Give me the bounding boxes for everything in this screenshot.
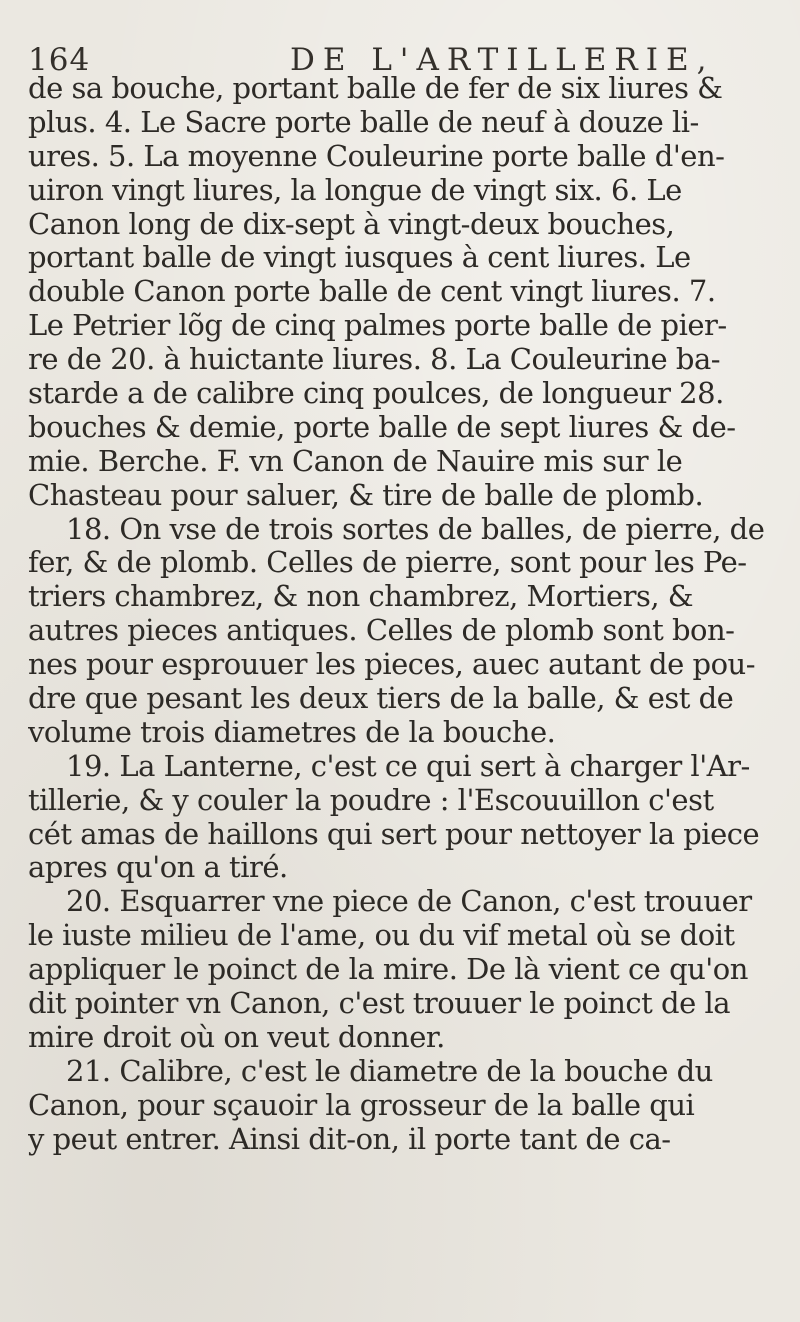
running-head: DE L'ARTILLERIE,	[290, 42, 715, 78]
text-line: starde a de calibre cinq poulces, de longueur 28.	[28, 377, 724, 411]
text-line: fer, & de plomb. Celles de pierre, sont pour les Pe-	[28, 546, 747, 580]
text-line: bouches & demie, porte balle de sept liures & de-	[28, 410, 736, 444]
text-line: mire droit où on veut donner.	[28, 1020, 445, 1054]
text-line: apres qu'on a tiré.	[28, 851, 288, 885]
text-line: y peut entrer. Ainsi dit-on, il porte tant de ca-	[28, 1122, 671, 1156]
body-text	[28, 72, 798, 1157]
text-line: ures. 5. La moyenne Couleurine porte balle d'en-	[28, 139, 725, 173]
text-line: plus. 4. Le Sacre porte balle de neuf à douze li-	[28, 105, 699, 139]
text-line: triers chambrez, & non chambrez, Mortiers, &	[28, 580, 694, 614]
text-line: autres pieces antiques. Celles de plomb sont bon-	[28, 614, 735, 648]
text-line: portant balle de vingt iusques à cent liures. Le	[28, 241, 691, 275]
text-line: uiron vingt liures, la longue de vingt six. 6. Le	[28, 173, 682, 207]
text-line: Canon, pour sçauoir la grosseur de la balle qui	[28, 1088, 695, 1122]
text-line: de sa bouche, portant balle de fer de six liures &	[28, 72, 723, 105]
text-line: 18. On vse de trois sortes de balles, de pierre, de	[66, 512, 765, 546]
text-line: mie. Berche. F. vn Canon de Nauire mis sur le	[28, 444, 683, 478]
text-line: 21. Calibre, c'est le diametre de la bouche du	[66, 1054, 713, 1088]
page-number: 164	[28, 42, 91, 78]
text-line: volume trois diametres de la bouche.	[28, 715, 556, 749]
text-line: Le Petrier lõg de cinq palmes porte balle de pier-	[28, 309, 727, 343]
text-line: 19. La Lanterne, c'est ce qui sert à charger l'Ar-	[66, 749, 750, 783]
text-line: tillerie, & y couler la poudre : l'Escouuillon c'est	[28, 783, 714, 817]
text-line: dre que pesant les deux tiers de la balle, & est de	[28, 682, 734, 716]
text-line: le iuste milieu de l'ame, ou du vif metal où se doit	[28, 919, 735, 953]
text-line: appliquer le poinct de la mire. De là vient ce qu'on	[28, 953, 748, 987]
text-line: dit pointer vn Canon, c'est trouuer le poinct de la	[28, 987, 731, 1021]
text-line: Chasteau pour saluer, & tire de balle de plomb.	[28, 478, 704, 512]
text-line: nes pour esprouuer les pieces, auec autant de pou-	[28, 648, 756, 682]
text-line: Canon long de dix-sept à vingt-deux bouches,	[28, 207, 675, 241]
text-line: re de 20. à huictante liures. 8. La Couleurine ba-	[28, 343, 721, 377]
text-line: cét amas de haillons qui sert pour nettoyer la piece	[28, 817, 760, 851]
text-line: double Canon porte balle de cent vingt liures. 7.	[28, 275, 716, 309]
text-line: 20. Esquarrer vne piece de Canon, c'est trouuer	[66, 885, 752, 919]
